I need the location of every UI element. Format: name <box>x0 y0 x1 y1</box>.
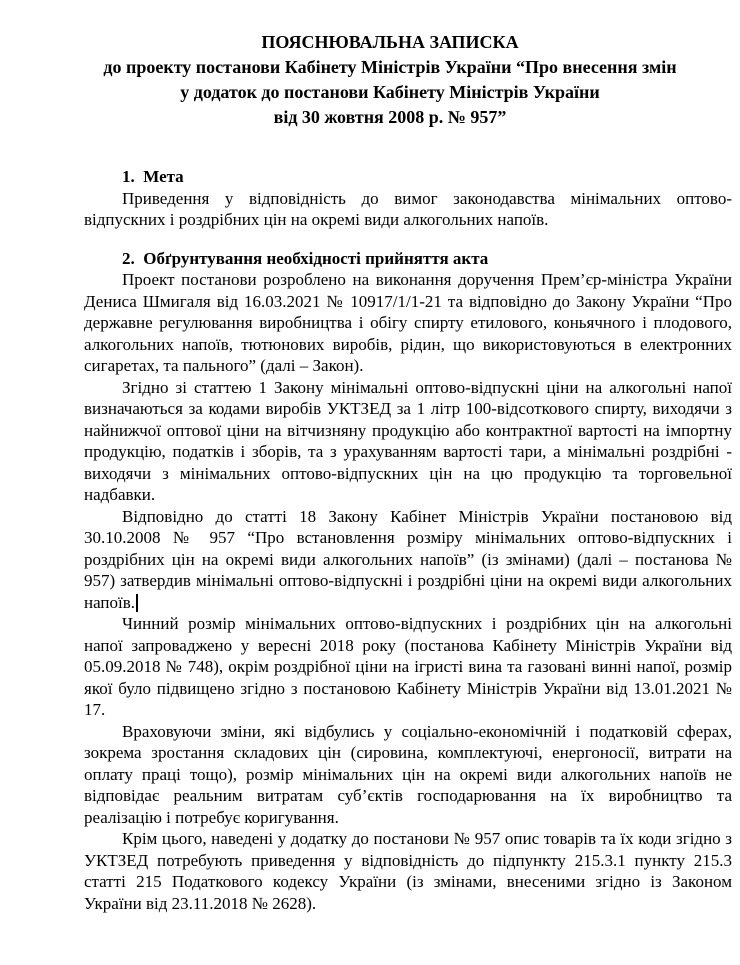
body-paragraph[interactable]: Враховуючи зміни, які відбулись у соціально-економічній і податковій сферах, зокрема зростання складових цін (сировина, комплектуючі, енергоносії, витрати на оплату праці тощо), розмір мінімальних цін на окремі види алкогольних напоїв не відповідає реальним витратам суб’єктів господарювання на їх виробництво та реалізацію і потребує коригування. <box>84 721 732 827</box>
body-paragraph[interactable]: Проект постанови розроблено на виконання доручення Прем’єр-міністра України Дениса Шмигаля від 16.03.2021 № 10917/1/1-21 та відповідно до Закону України “Про державне регулювання виробництва і обігу спирту етилового, коньячного і плодового, алкогольних напоїв, тютюнових виробів, рідин, що використовуються в електронних сигаретах, та пального” (далі – Закон). <box>84 270 732 375</box>
section-1-heading[interactable]: 1. Мета <box>122 167 184 186</box>
section-meta <box>84 166 732 231</box>
title-line-4[interactable]: від 30 жовтня 2008 р. № 957” <box>273 107 507 127</box>
title-line-2[interactable]: до проекту постанови Кабінету Міністрів України “Про внесення змін <box>103 57 677 77</box>
title-line-1[interactable]: ПОЯСНЮВАЛЬНА ЗАПИСКА <box>261 32 519 52</box>
body-paragraph[interactable]: Приведення у відповідність до вимог законодавства мінімальних оптово-відпускних і роздрібних цін на окремі види алкогольних напоїв. <box>84 188 732 229</box>
body-paragraph[interactable] <box>84 506 732 614</box>
body-paragraph[interactable]: Згідно зі статтею 1 Закону мінімальні оптово-відпускні ціни на алкогольні напої визначаються за кодами виробів УКТЗЕД за 1 літр 100-відсоткового спирту, виходячи з найнижчої оптової ціни на вітчизняну продукцію або контрактної вартості на імпортну продукцію, податків і зборів, та з урахуванням вартості тари, а мінімальні роздрібні - виходячи з мінімальних оптово-відпускних цін на цю продукцію та торговельної надбавки. <box>84 377 732 504</box>
document-title <box>66 30 714 130</box>
title-line-3[interactable]: у додаток до постанови Кабінету Міністрів України <box>180 82 600 102</box>
section-2-heading[interactable]: 2. Обґрунтування необхідності прийняття акта <box>122 248 489 268</box>
body-paragraph[interactable]: Крім цього, наведені у додатку до постанови № 957 опис товарів та їх коди згідно з УКТЗЕД потребують приведення у відповідність до підпункту 215.3.1 пункту 215.3 статті 215 Податкового кодексу України (із змінами, внесеними згідно із Законом України від 23.11.2018 № 2628). <box>84 829 732 913</box>
text-cursor-caret <box>136 594 138 612</box>
section-justification <box>84 248 732 915</box>
paragraph-text: Відповідно до статті 18 Закону Кабінет Міністрів України постановою від 30.10.2008 № 957 “Про встановлення розміру мінімальних оптово-відпускних і роздрібних цін на окремі види алкогольних напоїв” (із змінами) (далі – постанова № 957) затвердив мінімальні оптово-відпускні і роздрібні ціни на окремі види алкогольних напоїв. <box>84 506 732 612</box>
body-paragraph[interactable]: Чинний розмір мінімальних оптово-відпускних і роздрібних цін на алкогольні напої запроваджено у вересні 2018 року (постанова Кабінету Міністрів України від 05.09.2018 № 748), окрім роздрібної ціни на ігристі вина та газовані винні напої, розмір якої було підвищено згідно з постановою Кабінету Міністрів України від 13.01.2021 № 17. <box>84 614 732 719</box>
